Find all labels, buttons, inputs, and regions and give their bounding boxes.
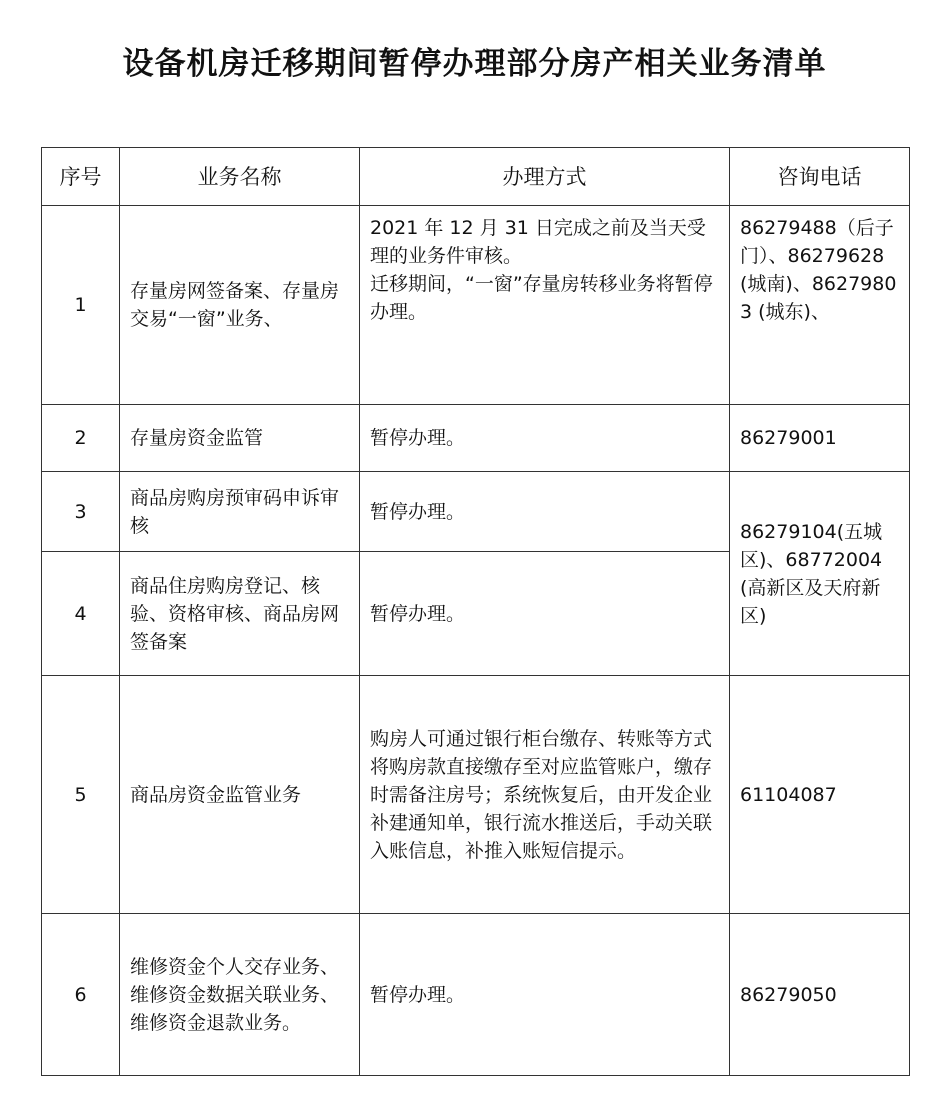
row-seq: 1 xyxy=(42,206,120,405)
table-row xyxy=(42,206,910,405)
row-business-name: 维修资金个人交存业务、维修资金数据关联业务、维修资金退款业务。 xyxy=(120,914,360,1076)
header-business-name: 业务名称 xyxy=(120,148,360,206)
table-row xyxy=(42,405,910,472)
row-method: 暂停办理。 xyxy=(360,914,730,1076)
row-business-name: 存量房资金监管 xyxy=(120,405,360,472)
header-seq: 序号 xyxy=(42,148,120,206)
document-title: 设备机房迁移期间暂停办理部分房产相关业务清单 xyxy=(122,46,827,82)
row-business-name: 商品住房购房登记、核验、资格审核、商品房网签备案 xyxy=(120,552,360,676)
row-phone: 61104087 xyxy=(730,676,910,914)
row-seq: 3 xyxy=(42,472,120,552)
row-seq: 4 xyxy=(42,552,120,676)
row-method: 暂停办理。 xyxy=(360,472,730,552)
row-business-name: 存量房网签备案、存量房交易“一窗”业务、 xyxy=(120,206,360,405)
row-method: 购房人可通过银行柜台缴存、转账等方式将购房款直接缴存至对应监管账户，缴存时需备注房号；系统恢复后，由开发企业补建通知单，银行流水推送后，手动关联入账信息，补推入账短信提示。 xyxy=(360,676,730,914)
table-header-row xyxy=(42,148,910,206)
header-method: 办理方式 xyxy=(360,148,730,206)
row-phone: 86279050 xyxy=(730,914,910,1076)
row-seq: 6 xyxy=(42,914,120,1076)
business-list-table xyxy=(41,147,910,1076)
table-row xyxy=(42,472,910,552)
row-phone: 86279104(五城区)、68772004(高新区及天府新区) xyxy=(730,472,910,676)
row-method-paragraph: 2021 年 12 月 31 日完成之前及当天受理的业务件审核。 xyxy=(370,217,706,267)
row-method: 暂停办理。 xyxy=(360,405,730,472)
header-phone: 咨询电话 xyxy=(730,148,910,206)
table-row xyxy=(42,914,910,1076)
row-method xyxy=(360,206,730,405)
row-seq: 5 xyxy=(42,676,120,914)
row-phone: 86279488（后子门）、86279628 (城南)、86279803 (城东)、 xyxy=(730,206,910,405)
row-method: 暂停办理。 xyxy=(360,552,730,676)
table-row xyxy=(42,676,910,914)
row-business-name: 商品房购房预审码申诉审核 xyxy=(120,472,360,552)
row-business-name: 商品房资金监管业务 xyxy=(120,676,360,914)
row-method-paragraph: 迁移期间，“一窗”存量房转移业务将暂停办理。 xyxy=(370,273,713,323)
row-seq: 2 xyxy=(42,405,120,472)
row-phone: 86279001 xyxy=(730,405,910,472)
